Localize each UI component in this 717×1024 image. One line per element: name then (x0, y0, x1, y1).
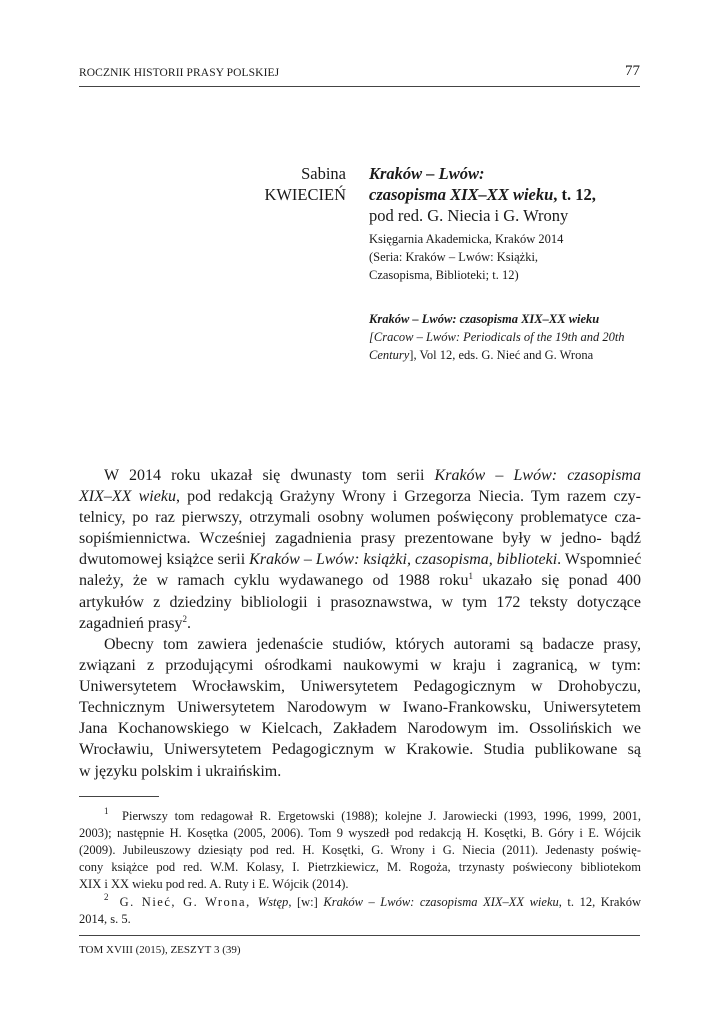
publisher-line: Księgarnia Akademicka, Kraków 2014 (369, 232, 564, 246)
body-line: należy, że w ramach cyklu wydawanego od 1988 roku$^1$ ukazało się ponad 400 (79, 571, 641, 590)
book-title-volume: , t. 12, (553, 185, 596, 204)
body-line: Technicznym Uniwersytetem Narodowym w Iwano-Frankowsku, Uniwersytetem (79, 699, 641, 717)
english-translation-eds: ], Vol 12, eds. G. Nieć and G. Wrona (409, 348, 594, 362)
page-number: 77 (625, 63, 640, 79)
footnote-ref-1: 1 (468, 571, 474, 582)
body-line: Uniwersytetem Wrocławskim, Uniwersytetem Pedagogicznym w Drohobyczu, (79, 678, 641, 696)
book-title-line2 (369, 184, 596, 205)
english-translation-line1: [Cracow – Lwów: Periodicals of the 19th and 20th (369, 330, 625, 344)
body-line: dwutomowej książce serii Kraków – Lwów: książki, czasopisma, biblioteki. Wspomnieć (79, 551, 642, 569)
footnote-line: $^2$ G. Nieć, G. Wrona, Wstęp, [w:] Kraków – Lwów: czasopisma XIX–XX wieku, t. 12, Kraków (104, 892, 642, 909)
footer-issue-info: TOM XVIII (2015), ZESZYT 3 (39) (79, 944, 241, 956)
footnote-1 (79, 808, 641, 893)
body-line: Wrocławiu, Uniwersytetem Pedagogicznym w Krakowie. Studia publikowane są (79, 741, 641, 759)
body-line: w języku polskim i ukraińskim. (79, 762, 282, 780)
english-title (369, 310, 599, 328)
body-line: W 2014 roku ukazał się dwunasty tom serii Kraków – Lwów: czasopisma (104, 467, 641, 484)
footnote-2 (79, 894, 641, 928)
series-line1: (Seria: Kraków – Lwów: Książki, (369, 250, 539, 264)
footer-rule (79, 935, 640, 936)
body-line: XIX–XX wieku, pod redakcją Grażyny Wrony i Grzegorza Niecia. Tym razem czy- (79, 488, 641, 506)
footnote-line: cony książce pod red. W.M. Kolasy, I. Pietrzkiewicz, M. Rogoża, trzynasty poświecony bibliotekom (79, 860, 641, 875)
body-line: artykułów z dziedziny bibliologii i prasoznawstwa, w tym 172 teksty dotyczące (79, 593, 641, 611)
book-title-series: czasopisma XIX–XX wieku (369, 185, 554, 204)
english-translation-century: Century (369, 348, 410, 362)
english-title-text: Kraków – Lwów: czasopisma XIX–XX wieku (369, 312, 600, 326)
footnote-line: $^1$ Pierwszy tom redagował R. Ergetowski (1988); kolejne J. Jarowiecki (1993, 1996, 1999, 2001, (104, 806, 641, 823)
body-line: zagadnień prasy$^2$. (79, 613, 192, 632)
footnote-line: (2009). Jubileuszowy dziesiąty pod red. H. Kosętki, G. Wrony i G. Niecia (2011). Jedenasty poświę- (79, 843, 641, 858)
header-rule (79, 86, 640, 87)
series-line2: Czasopisma, Biblioteki; t. 12) (369, 268, 519, 282)
author-first-name: Sabina (301, 164, 346, 183)
footnote-line: 2014, s. 5. (79, 912, 131, 927)
body-paragraph-1 (79, 465, 641, 634)
footnote-ref-2: 2 (182, 613, 188, 624)
running-header-journal: ROCZNIK HISTORII PRASY POLSKIEJ (79, 67, 280, 79)
footnote-line: XIX i XX wieku pod red. A. Ruty i E. Wójcik (2014). (79, 877, 349, 892)
english-translation-line2 (369, 346, 593, 364)
body-line: Jana Kochanowskiego w Kielcach, Zakładem Narodowym im. Ossolińskich we (79, 720, 641, 738)
book-title-part: Kraków – Lwów: (369, 164, 485, 183)
footnote-line: 2003); następnie H. Kosętka (2005, 2006). Tom 9 wyszedł pod redakcją H. Kosętki, B. Góry i E. Wójcik (79, 826, 641, 841)
body-line: sopiśmiennictwa. Wcześniej zagadnienia prasy prezentowane były w jedno- bądź (79, 530, 641, 548)
body-line: telnicy, po raz pierwszy, otrzymali osobny wolumen poświęcony problematyce cza- (79, 509, 641, 527)
footnote-number-1: 1 (104, 806, 109, 816)
author-last-name: KWIECIEŃ (264, 185, 346, 204)
book-title-line1 (369, 163, 485, 184)
body-line: Obecny tom zawiera jedenaście studiów, których autorami są badacze prasy, (104, 636, 641, 653)
book-editors: pod red. G. Niecia i G. Wrony (369, 206, 569, 225)
body-line: związani z przodującymi ośrodkami naukowymi w kraju i zagranicą, w tym: (79, 657, 641, 675)
body-paragraph-2 (79, 634, 641, 782)
footnote-separator (79, 796, 159, 797)
footnote-number-2: 2 (104, 892, 109, 902)
